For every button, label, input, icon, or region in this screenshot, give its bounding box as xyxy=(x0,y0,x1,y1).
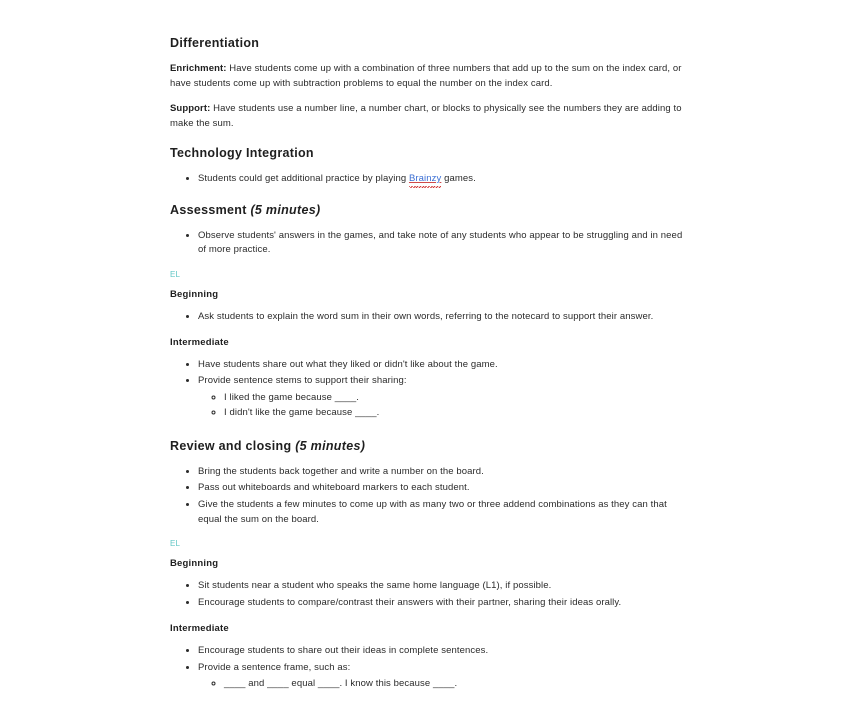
assessment-sentence-stems xyxy=(198,390,690,420)
review-sentence-frames xyxy=(198,676,690,691)
section-assessment xyxy=(170,203,690,421)
list-item: • Sit students near a student who speaks the same home language (L1), if possible. xyxy=(198,579,690,594)
level-heading-beginning-assessment: Beginning xyxy=(170,289,219,301)
assessment-intermediate-bullets xyxy=(170,358,690,421)
review-beginning-bullets xyxy=(170,579,690,610)
review-duration: (5 minutes) xyxy=(295,438,366,453)
assessment-title-text: Assessment xyxy=(170,202,251,217)
level-heading-intermediate-review: Intermediate xyxy=(170,622,229,634)
section-review-and-closing xyxy=(170,439,690,692)
section-heading-technology: Technology Integration xyxy=(170,145,314,160)
enrichment-label: Enrichment: xyxy=(170,63,227,74)
list-item: ◦ ____ and ____ equal ____. I know this because ____. xyxy=(224,676,690,691)
list-item: • Have students share out what they liked or didn't like about the game. xyxy=(198,358,690,373)
document-body xyxy=(170,36,690,692)
brainzy-link-wrapper[interactable] xyxy=(409,172,441,187)
list-item xyxy=(198,172,690,187)
list-item: • Encourage students to compare/contrast their answers with their partner, sharing their ideas orally. xyxy=(198,596,690,611)
support-label: Support: xyxy=(170,103,211,115)
assessment-duration: (5 minutes) xyxy=(250,202,321,217)
review-intermediate-bullets xyxy=(170,644,690,692)
list-item-text: Provide sentence stems to support their sharing: xyxy=(198,375,407,387)
assessment-beginning-bullets xyxy=(170,310,690,325)
el-label-assessment: EL xyxy=(170,270,181,280)
section-technology-integration xyxy=(170,146,690,187)
list-item: • Ask students to explain the word sum in their own words, referring to the notecard to support their answer. xyxy=(198,310,690,325)
section-heading-review xyxy=(170,439,690,453)
list-item: • Observe students' answers in the games, and take note of any students who appear to be struggling and in need of more practice. xyxy=(198,229,690,258)
list-item: ◦ I didn't like the game because ____. xyxy=(224,405,690,420)
level-heading-beginning-review: Beginning xyxy=(170,558,219,570)
list-item-text: Provide a sentence frame, such as: xyxy=(198,661,351,673)
paragraph-support xyxy=(170,102,690,131)
tech-bullet-before: Students could get additional practice by playing xyxy=(198,172,409,184)
enrichment-text: Have students come up with a combination of three numbers that add up to the sum on the index card, or have students come up with subtraction problems to equal the number on the index card. xyxy=(170,63,682,89)
page-title: Differentiation xyxy=(170,36,260,50)
list-item xyxy=(198,374,690,420)
spellcheck-underline-icon xyxy=(409,186,441,188)
tech-bullet-after: games. xyxy=(441,172,476,184)
paragraph-enrichment xyxy=(170,62,690,91)
technology-bullet-list xyxy=(170,172,690,187)
list-item: ◦ I liked the game because ____. xyxy=(224,390,690,405)
section-differentiation xyxy=(170,36,690,132)
section-heading-assessment xyxy=(170,203,690,217)
review-bullet-list xyxy=(170,465,690,528)
el-label-review: EL xyxy=(170,539,181,549)
support-text: Have students use a number line, a number chart, or blocks to physically see the numbers they are adding to make the sum. xyxy=(170,103,682,130)
level-heading-intermediate-assessment: Intermediate xyxy=(170,336,229,348)
list-item: • Give the students a few minutes to come up with as many two or three addend combinations as they can that equal the sum on the board. xyxy=(198,498,690,527)
review-title-text: Review and closing xyxy=(170,438,296,453)
list-item: • Pass out whiteboards and whiteboard markers to each student. xyxy=(198,481,690,496)
assessment-bullet-list xyxy=(170,229,690,258)
list-item xyxy=(198,661,690,692)
list-item: • Encourage students to share out their ideas in complete sentences. xyxy=(198,644,690,659)
list-item: • Bring the students back together and write a number on the board. xyxy=(198,465,690,480)
brainzy-link[interactable]: Brainzy xyxy=(408,172,442,184)
